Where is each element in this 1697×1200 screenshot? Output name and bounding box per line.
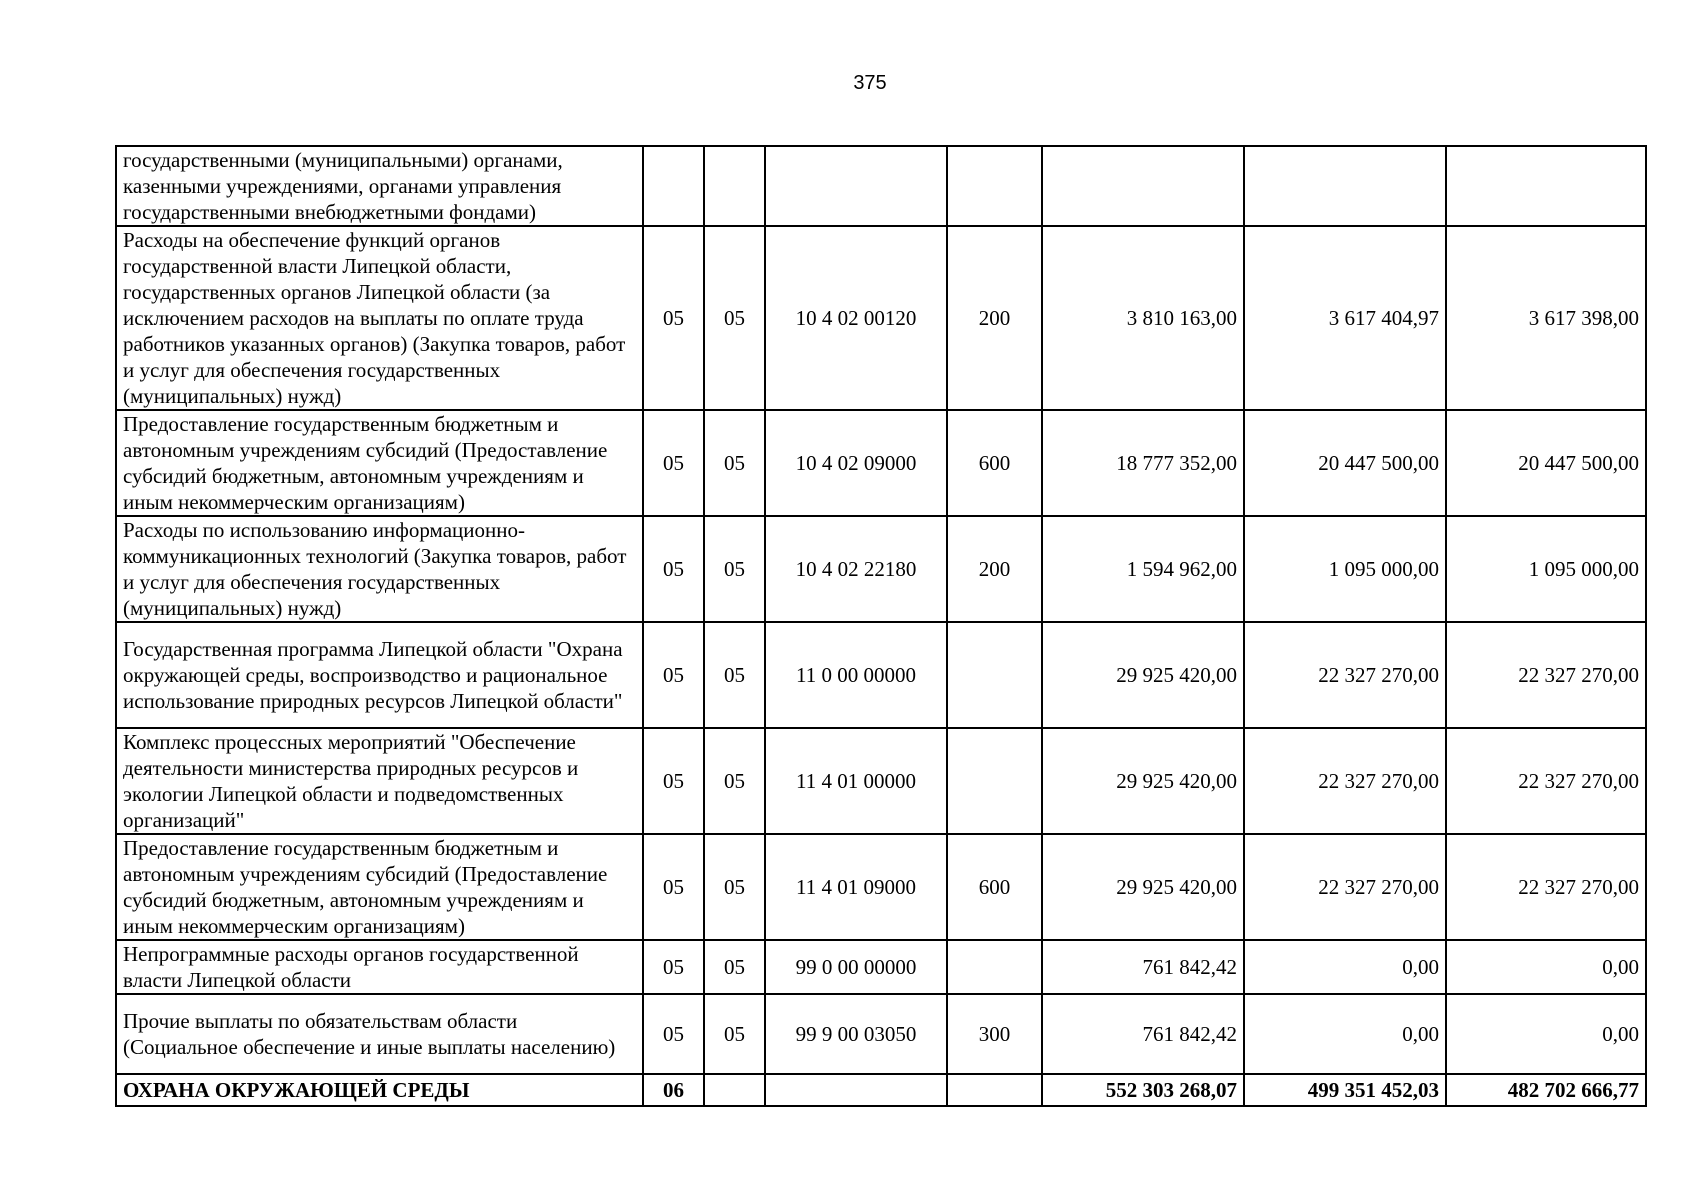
amount-year-2: 22 327 270,00 — [1244, 622, 1446, 728]
amount-year-3: 22 327 270,00 — [1446, 622, 1646, 728]
expense-type-code: 600 — [947, 834, 1042, 940]
table-row — [116, 226, 1646, 410]
expense-type-code — [947, 146, 1042, 226]
target-article-code: 10 4 02 00120 — [765, 226, 947, 410]
amount-year-3: 22 327 270,00 — [1446, 834, 1646, 940]
amount-year-2: 0,00 — [1244, 994, 1446, 1074]
section-code: 05 — [643, 622, 704, 728]
row-description: Расходы на обеспечение функций органов государственной власти Липецкой области, государственных органов Липецкой области (за исключением расходов на выплаты по оплате труда работников указанных органов) (Закупка товаров, работ и услуг для обеспечения государственных (муниципальных) нужд) — [116, 226, 643, 410]
row-description: государственными (муниципальными) органами, казенными учреждениями, органами управления государственными внебюджетными фондами) — [116, 146, 643, 226]
amount-year-1: 18 777 352,00 — [1042, 410, 1244, 516]
section-code: 05 — [643, 516, 704, 622]
budget-table — [115, 145, 1647, 1107]
table-row — [116, 516, 1646, 622]
amount-year-1: 29 925 420,00 — [1042, 728, 1244, 834]
amount-year-1: 1 594 962,00 — [1042, 516, 1244, 622]
subsection-code: 05 — [704, 410, 765, 516]
amount-year-1: 761 842,42 — [1042, 994, 1244, 1074]
row-description: Непрограммные расходы органов государственной власти Липецкой области — [116, 940, 643, 994]
row-description: Комплекс процессных мероприятий "Обеспечение деятельности министерства природных ресурсов и экологии Липецкой области и подведомственных организаций" — [116, 728, 643, 834]
amount-year-3: 3 617 398,00 — [1446, 226, 1646, 410]
subsection-code: 05 — [704, 728, 765, 834]
table-row — [116, 146, 1646, 226]
row-description: Предоставление государственным бюджетным и автономным учреждениям субсидий (Предоставление субсидий бюджетным, автономным учреждениям и иным некоммерческим организациям) — [116, 410, 643, 516]
section-code: 05 — [643, 410, 704, 516]
row-description: Государственная программа Липецкой области "Охрана окружающей среды, воспроизводство и рациональное использование природных ресурсов Липецкой области" — [116, 622, 643, 728]
table-row — [116, 834, 1646, 940]
amount-year-3: 22 327 270,00 — [1446, 728, 1646, 834]
amount-year-2: 20 447 500,00 — [1244, 410, 1446, 516]
expense-type-code: 300 — [947, 994, 1042, 1074]
section-total-row — [116, 1074, 1646, 1106]
subsection-code: 05 — [704, 834, 765, 940]
subsection-code: 05 — [704, 516, 765, 622]
target-article-code: 99 0 00 00000 — [765, 940, 947, 994]
amount-year-1: 3 810 163,00 — [1042, 226, 1244, 410]
section-code — [643, 146, 704, 226]
table-row — [116, 622, 1646, 728]
target-article-code — [765, 146, 947, 226]
target-article-code: 99 9 00 03050 — [765, 994, 947, 1074]
amount-year-2: 0,00 — [1244, 940, 1446, 994]
expense-type-code — [947, 940, 1042, 994]
amount-year-2: 3 617 404,97 — [1244, 226, 1446, 410]
amount-year-1: 29 925 420,00 — [1042, 834, 1244, 940]
target-article-code: 11 4 01 00000 — [765, 728, 947, 834]
expense-type-code — [947, 1074, 1042, 1106]
subsection-code — [704, 1074, 765, 1106]
amount-year-3: 20 447 500,00 — [1446, 410, 1646, 516]
expense-type-code — [947, 728, 1042, 834]
target-article-code: 11 4 01 09000 — [765, 834, 947, 940]
row-description: Предоставление государственным бюджетным и автономным учреждениям субсидий (Предоставление субсидий бюджетным, автономным учреждениям и иным некоммерческим организациям) — [116, 834, 643, 940]
table-row — [116, 994, 1646, 1074]
section-title: ОХРАНА ОКРУЖАЮЩЕЙ СРЕДЫ — [116, 1074, 643, 1106]
amount-year-2: 22 327 270,00 — [1244, 834, 1446, 940]
subsection-code: 05 — [704, 994, 765, 1074]
amount-year-1 — [1042, 146, 1244, 226]
amount-year-2: 1 095 000,00 — [1244, 516, 1446, 622]
expense-type-code — [947, 622, 1042, 728]
section-code: 05 — [643, 226, 704, 410]
subsection-code: 05 — [704, 226, 765, 410]
amount-year-3 — [1446, 146, 1646, 226]
expense-type-code: 200 — [947, 516, 1042, 622]
table-row — [116, 410, 1646, 516]
total-amount-year-1: 552 303 268,07 — [1042, 1074, 1244, 1106]
amount-year-2: 22 327 270,00 — [1244, 728, 1446, 834]
row-description: Расходы по использованию информационно-коммуникационных технологий (Закупка товаров, работ и услуг для обеспечения государственных (муниципальных) нужд) — [116, 516, 643, 622]
section-code: 05 — [643, 994, 704, 1074]
amount-year-1: 29 925 420,00 — [1042, 622, 1244, 728]
amount-year-3: 0,00 — [1446, 994, 1646, 1074]
subsection-code — [704, 146, 765, 226]
amount-year-2 — [1244, 146, 1446, 226]
section-code: 05 — [643, 940, 704, 994]
amount-year-1: 761 842,42 — [1042, 940, 1244, 994]
expense-type-code: 200 — [947, 226, 1042, 410]
table-row — [116, 728, 1646, 834]
expense-type-code: 600 — [947, 410, 1042, 516]
page-number: 375 — [853, 72, 887, 94]
target-article-code: 11 0 00 00000 — [765, 622, 947, 728]
table-row — [116, 940, 1646, 994]
total-amount-year-2: 499 351 452,03 — [1244, 1074, 1446, 1106]
amount-year-3: 1 095 000,00 — [1446, 516, 1646, 622]
subsection-code: 05 — [704, 622, 765, 728]
row-description: Прочие выплаты по обязательствам области (Социальное обеспечение и иные выплаты населению) — [116, 994, 643, 1074]
target-article-code: 10 4 02 22180 — [765, 516, 947, 622]
section-code: 05 — [643, 728, 704, 834]
target-article-code: 10 4 02 09000 — [765, 410, 947, 516]
section-code: 05 — [643, 834, 704, 940]
target-article-code — [765, 1074, 947, 1106]
section-code: 06 — [643, 1074, 704, 1106]
total-amount-year-3: 482 702 666,77 — [1446, 1074, 1646, 1106]
amount-year-3: 0,00 — [1446, 940, 1646, 994]
subsection-code: 05 — [704, 940, 765, 994]
